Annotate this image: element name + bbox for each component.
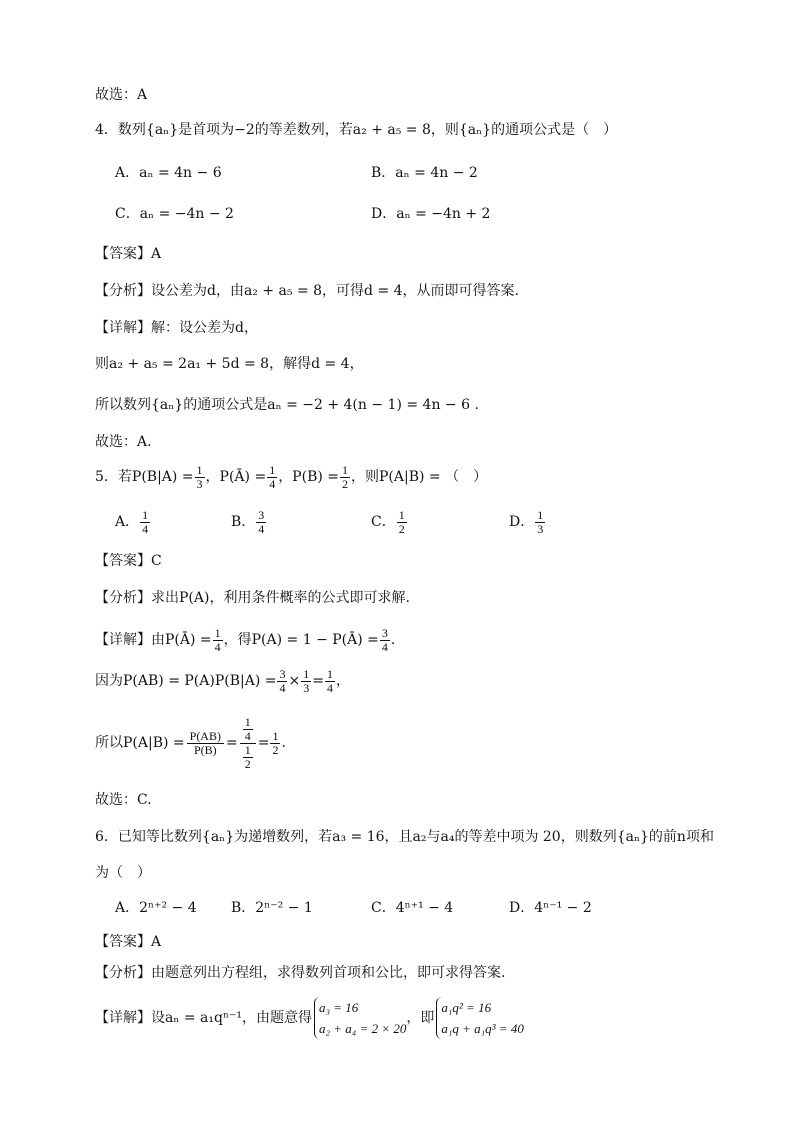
detail-line: 则a₂ + a₅ = 2a₁ + 5d = 8，解得d = 4， [95, 356, 364, 372]
text-line: 故选：C. [95, 792, 152, 808]
detail-line: 所以数列{aₙ}的通项公式是aₙ = −2 + 4(n − 1) = 4n − 6 . [95, 397, 479, 413]
question-5-stem [95, 460, 487, 494]
q5-stem-part: ，则P(A|B) = （ ） [351, 469, 488, 485]
equation-system: a₁q² = 16 a₁q + a₁q³ = 40 [436, 997, 523, 1039]
detail-line: 【详解】解：设公差为d， [95, 320, 258, 336]
q6-option-d: D．4ⁿ⁻¹ − 2 [509, 900, 592, 916]
q5-stem-part: ，P(B) = [278, 469, 339, 485]
q5-option-a: A． $\frac{1}{4}$ [115, 507, 149, 536]
question-4-stem: 4．数列{aₙ}是首项为−2的等差数列，若a₂ + a₅ = 8，则{aₙ}的通项公式是（ ） [95, 122, 618, 138]
analysis-line: 【分析】设公差为d，由a₂ + a₅ = 8，可得d = 4，从而即可得答案. [95, 283, 519, 299]
answer-line: 【答案】A [95, 934, 162, 950]
q6-option-c: C．4ⁿ⁺¹ − 4 [371, 900, 454, 916]
answer-line: 【答案】A [95, 246, 162, 262]
q4-option-d: D．aₙ = −4n + 2 [371, 206, 491, 222]
analysis-line: 【分析】由题意列出方程组，求得数列首项和公比，即可求得答案. [95, 965, 506, 981]
q5-stem-part: ，P(Ā) = [205, 469, 267, 485]
fraction: $\frac{1}{3}$ [196, 462, 203, 491]
detail-line: 【详解】设aₙ = a₁qⁿ⁻¹，由题意得 a₃ = 16 a₂ + a₄ = 2 × 20 ，即 a₁q² = 16 a₁q + a₁q³ = 40 [95, 996, 524, 1040]
q4-option-c: C．aₙ = −4n − 2 [115, 206, 234, 222]
text-line: 故选：A [95, 87, 148, 103]
q6-option-b: B．2ⁿ⁻² − 1 [231, 900, 313, 916]
detail-line: 因为P(AB) = P(A)P(B|A) = $\frac{3}{4}$ × $\frac{1}{3}$ = $\frac{1}{4}$ ， [95, 666, 350, 695]
q4-option-b: B．aₙ = 4n − 2 [371, 165, 478, 181]
q6-option-a: A．2ⁿ⁺² − 4 [115, 900, 197, 916]
question-6-stem: 6．已知等比数列{aₙ}为递增数列，若a₃ = 16，且a₂与a₄的等差中项为 20，则数列{aₙ}的前n项和 [95, 829, 714, 845]
equation-system: a₃ = 16 a₂ + a₄ = 2 × 20 [314, 997, 406, 1039]
detail-line: 【详解】由P(Ā) = $\frac{1}{4}$ ，得P(A) = 1 − P(Ā) = $\frac{3}{4}$ . [95, 625, 396, 654]
q5-stem-part: 5．若P(B|A) = [95, 469, 194, 485]
q5-option-d: D． $\frac{1}{3}$ [509, 507, 544, 536]
detail-line: 所以P(A|B) = $\frac{P(AB)}{P(B)}$ = $\frac{\frac{1}{4}}{\frac{1}{2}}$ = $\frac{1}{2}$ . [95, 714, 286, 771]
q5-option-c: C． $\frac{1}{2}$ [371, 507, 405, 536]
text-line: 故选：A. [95, 434, 152, 450]
answer-line: 【答案】C [95, 553, 162, 569]
analysis-line: 【分析】求出P(A)，利用条件概率的公式即可求解. [95, 590, 410, 606]
fraction: $\frac{1}{4}$ [269, 462, 276, 491]
q5-option-b: B． $\frac{3}{4}$ [231, 507, 265, 536]
fraction: $\frac{1}{2}$ [342, 462, 348, 491]
q4-option-a: A．aₙ = 4n − 6 [115, 165, 222, 181]
question-6-stem-cont: 为（ ） [95, 865, 151, 881]
